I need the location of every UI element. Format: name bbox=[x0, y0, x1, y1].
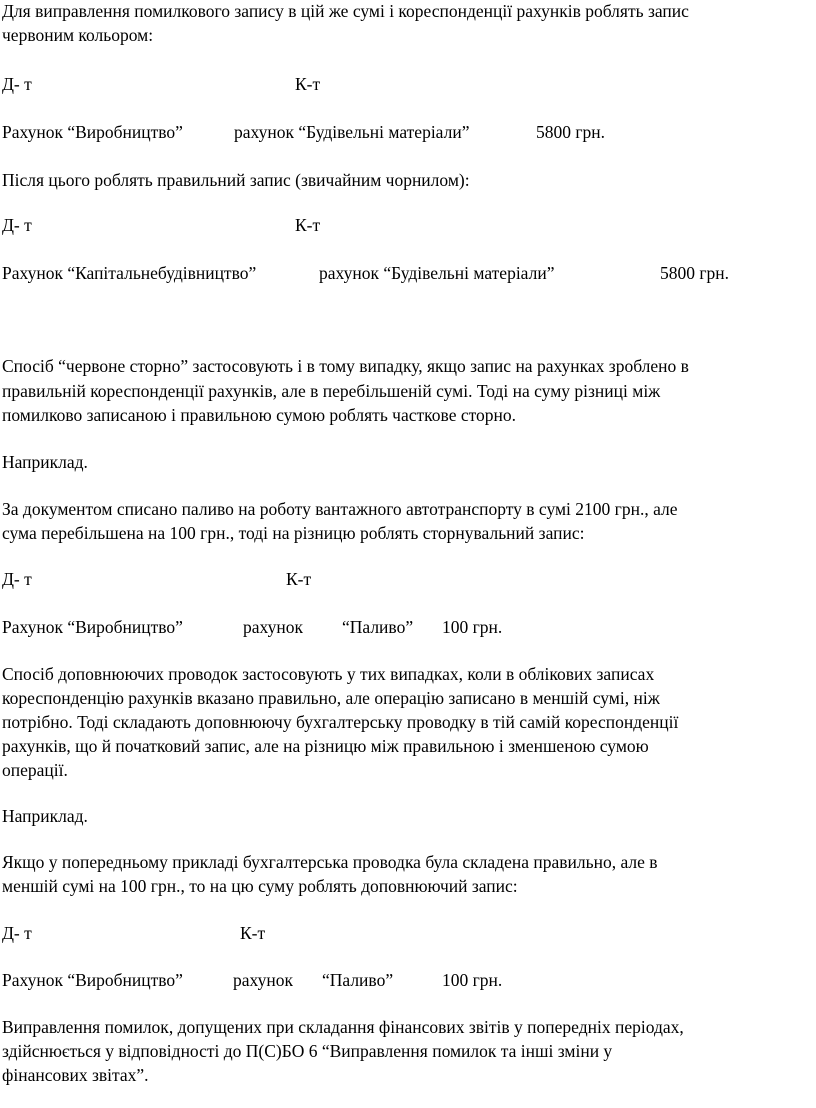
entry2-credit-account: рахунок “Будівельні матеріали” bbox=[319, 263, 555, 283]
entry1-credit-account: рахунок “Будівельні матеріали” bbox=[234, 122, 470, 142]
entry4-credit-account-name: “Паливо” bbox=[322, 970, 394, 990]
paragraph-fuel-example-line-2: сума перебільшена на 100 грн., тоді на різницю роблять сторнувальний запис: bbox=[2, 523, 585, 543]
entry2-debit-account: Рахунок “Капітальнебудівництво” bbox=[2, 263, 257, 283]
entry1-debit-account: Рахунок “Виробництво” bbox=[2, 122, 183, 142]
entry4-amount: 100 грн. bbox=[442, 970, 503, 990]
entry1-credit-label: К-т bbox=[295, 74, 321, 94]
entry2-amount: 5800 грн. bbox=[660, 263, 730, 283]
paragraph-additional-entries-line-5: операції. bbox=[2, 760, 68, 780]
entry4-debit-label: Д- т bbox=[2, 923, 32, 943]
paragraph-additional-entries-line-2: кореспонденцію рахунків вказано правильно, але операцію записано в меншій сумі, ніж bbox=[2, 688, 660, 708]
entry1-debit-label: Д- т bbox=[2, 74, 32, 94]
paragraph-partial-storno-line-3: помилково записаною і правильною сумою роблять часткове сторно. bbox=[2, 405, 517, 425]
paragraph-partial-storno-line-1: Спосіб “червоне сторно” застосовують і в тому випадку, якщо запис на рахунках зроблено в bbox=[2, 356, 689, 376]
entry3-amount: 100 грн. bbox=[442, 617, 503, 637]
paragraph-financial-reports-line-3: фінансових звітах”. bbox=[2, 1065, 149, 1085]
example-heading-1: Наприклад. bbox=[2, 452, 88, 472]
paragraph-red-storno-intro-line-2: червоним кольором: bbox=[2, 25, 154, 45]
entry3-debit-account: Рахунок “Виробництво” bbox=[2, 617, 183, 637]
entry4-credit-label: К-т bbox=[240, 923, 266, 943]
paragraph-additional-entries-line-4: рахунків, що й початковий запис, але на різницю між правильною і зменшеною сумою bbox=[2, 736, 649, 756]
paragraph-fuel-example-line-1: За документом списано паливо на роботу вантажного автотранспорту в сумі 2100 грн., але bbox=[2, 499, 678, 519]
entry3-credit-label: К-т bbox=[286, 569, 312, 589]
entry3-credit-account-word: рахунок bbox=[243, 617, 303, 637]
paragraph-financial-reports-line-1: Виправлення помилок, допущених при складання фінансових звітів у попередніх періодах, bbox=[2, 1017, 684, 1037]
paragraph-financial-reports-line-2: здійснюється у відповідності до П(С)БО 6 “Виправлення помилок та інші зміни у bbox=[2, 1041, 613, 1061]
entry4-credit-account-word: рахунок bbox=[233, 970, 293, 990]
entry2-debit-label: Д- т bbox=[2, 215, 32, 235]
paragraph-additional-example-line-1: Якщо у попередньому прикладі бухгалтерська проводка була складена правильно, але в bbox=[2, 852, 658, 872]
entry4-debit-account: Рахунок “Виробництво” bbox=[2, 970, 183, 990]
paragraph-additional-entries-line-3: потрібно. Тоді складають доповнюючу бухгалтерську проводку в тій самій кореспонденції bbox=[2, 712, 679, 732]
paragraph-correct-entry: Після цього роблять правильний запис (звичайним чорнилом): bbox=[2, 170, 470, 190]
example-heading-2: Наприклад. bbox=[2, 806, 88, 826]
paragraph-additional-entries-line-1: Спосіб доповнюючих проводок застосовують у тих випадках, коли в облікових записах bbox=[2, 664, 655, 684]
paragraph-red-storno-intro-line-1: Для виправлення помилкового запису в цій же сумі і кореспонденції рахунків роблять запис bbox=[2, 1, 689, 21]
paragraph-partial-storno-line-2: правильній кореспонденції рахунків, але в перебільшеній сумі. Тоді на суму різниці між bbox=[2, 381, 661, 401]
entry3-credit-account-name: “Паливо” bbox=[342, 617, 414, 637]
entry3-debit-label: Д- т bbox=[2, 569, 32, 589]
paragraph-additional-example-line-2: меншій сумі на 100 грн., то на цю суму роблять доповнюючий запис: bbox=[2, 876, 518, 896]
entry1-amount: 5800 грн. bbox=[536, 122, 606, 142]
entry2-credit-label: К-т bbox=[295, 215, 321, 235]
